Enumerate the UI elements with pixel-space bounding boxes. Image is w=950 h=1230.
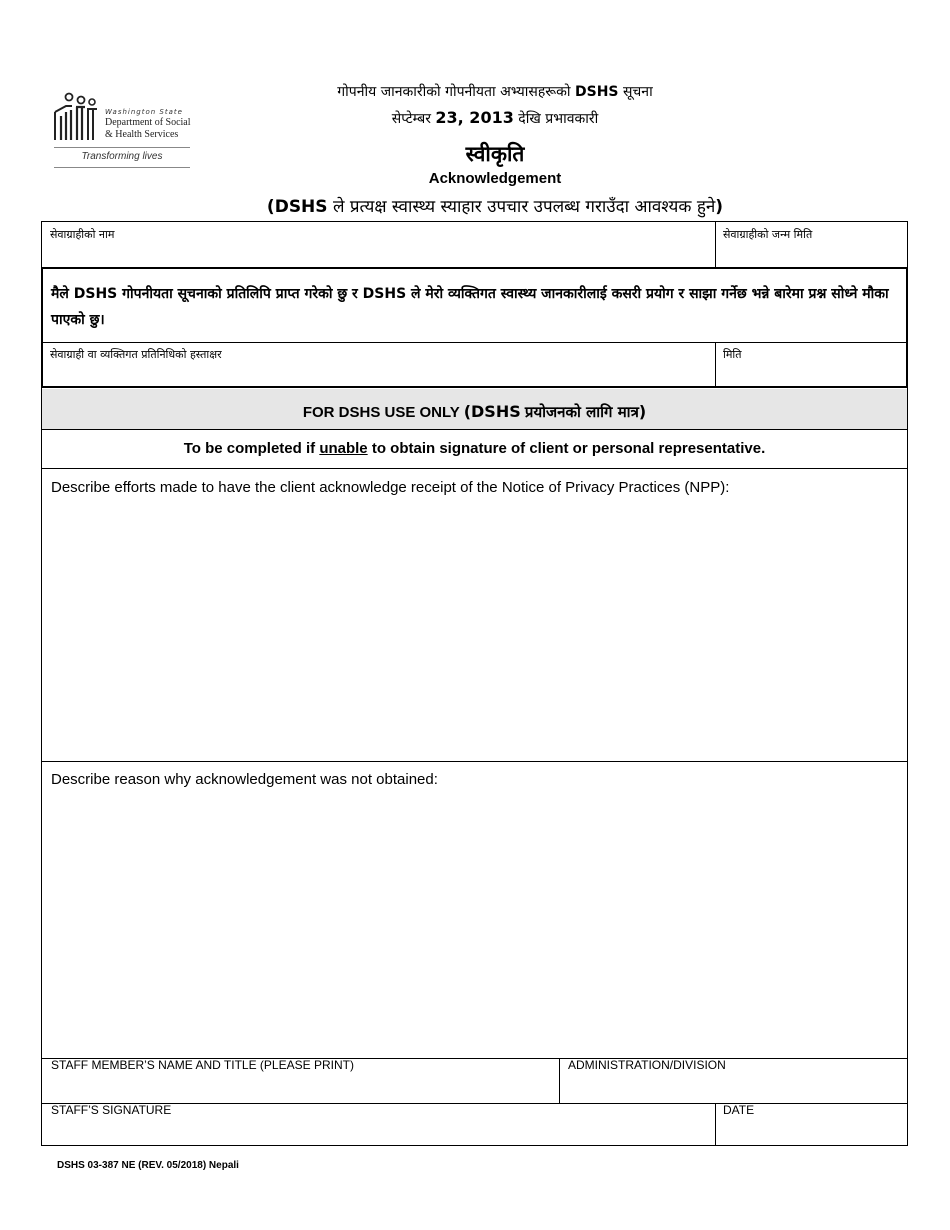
describe-reason-field[interactable] [42,762,907,1057]
staff-name-field[interactable] [42,1059,558,1103]
client-date-label: मिति [723,348,742,361]
administration-division-field[interactable] [560,1059,907,1103]
client-dob-field[interactable] [716,222,908,267]
describe-reason-label: Describe reason why acknowledgement was not obtained: [51,771,438,788]
client-name-field[interactable] [42,222,715,267]
acknowledgement-box [41,267,908,388]
notice-title: गोपनीय जानकारीको गोपनीयता अभ्यासहरूको DSHS सूचना [337,84,653,100]
staff-date-label: DATE [723,1103,755,1117]
staff-signature-field[interactable] [42,1104,714,1145]
staff-name-label: STAFF MEMBER’S NAME AND TITLE (PLEASE PRINT) [51,1058,354,1072]
form-number: DSHS 03-387 NE (REV. 05/2018) Nepali [57,1160,239,1171]
client-signature-label: सेवाग्राही वा व्यक्तिगत प्रतिनिधिको हस्ताक्षर [50,348,222,361]
staff-date-field[interactable] [716,1104,907,1145]
administration-division-label: ADMINISTRATION/DIVISION [568,1058,726,1072]
logo-line2: & Health Services [105,129,179,140]
client-name-label: सेवाग्राहीको नाम [50,228,115,241]
acknowledgement-form [41,221,908,1146]
divider [42,429,907,430]
client-dob-label: सेवाग्राहीको जन्म मिति [723,228,813,241]
page-title-english: Acknowledgement [428,170,562,187]
dshs-use-only-heading: FOR DSHS USE ONLY (DSHS प्रयोजनको लागि मात्र) [302,402,647,421]
client-date-field[interactable] [716,343,906,386]
page-subtitle: (DSHS ले प्रत्यक्ष स्वास्थ्य स्याहार उपचार उपलब्ध गराउँदा आवश्यक हुने) [266,197,724,217]
describe-efforts-field[interactable] [42,469,907,760]
describe-efforts-label: Describe efforts made to have the client acknowledge receipt of the Notice of Privacy Practices (NPP): [51,479,730,496]
effective-date: सेप्टेम्बर 23, 2013 देखि प्रभावकारी [391,108,599,127]
logo-state: Washington State [105,108,183,116]
completion-instruction: To be completed if unable to obtain signature of client or personal representative. [183,440,766,457]
logo-line1: Department of Social [105,117,191,128]
logo-tagline: Transforming lives [81,151,163,162]
staff-signature-label: STAFF’S SIGNATURE [51,1103,172,1117]
client-signature-field[interactable] [43,343,715,386]
page-title-nepali: स्वीकृति [465,142,525,166]
acknowledgement-statement: मैले DSHS गोपनीयता सूचनाको प्रतिलिपि प्राप्त गरेको छु र DSHS ले मेरो व्यक्तिगत स्वास्थ्य जानकारीलाई कसरी प्रयोग र साझा गर्नेछ भन्ने बारेमा प्रश्न सोध्ने मौका पाएको छु। [51,286,889,328]
